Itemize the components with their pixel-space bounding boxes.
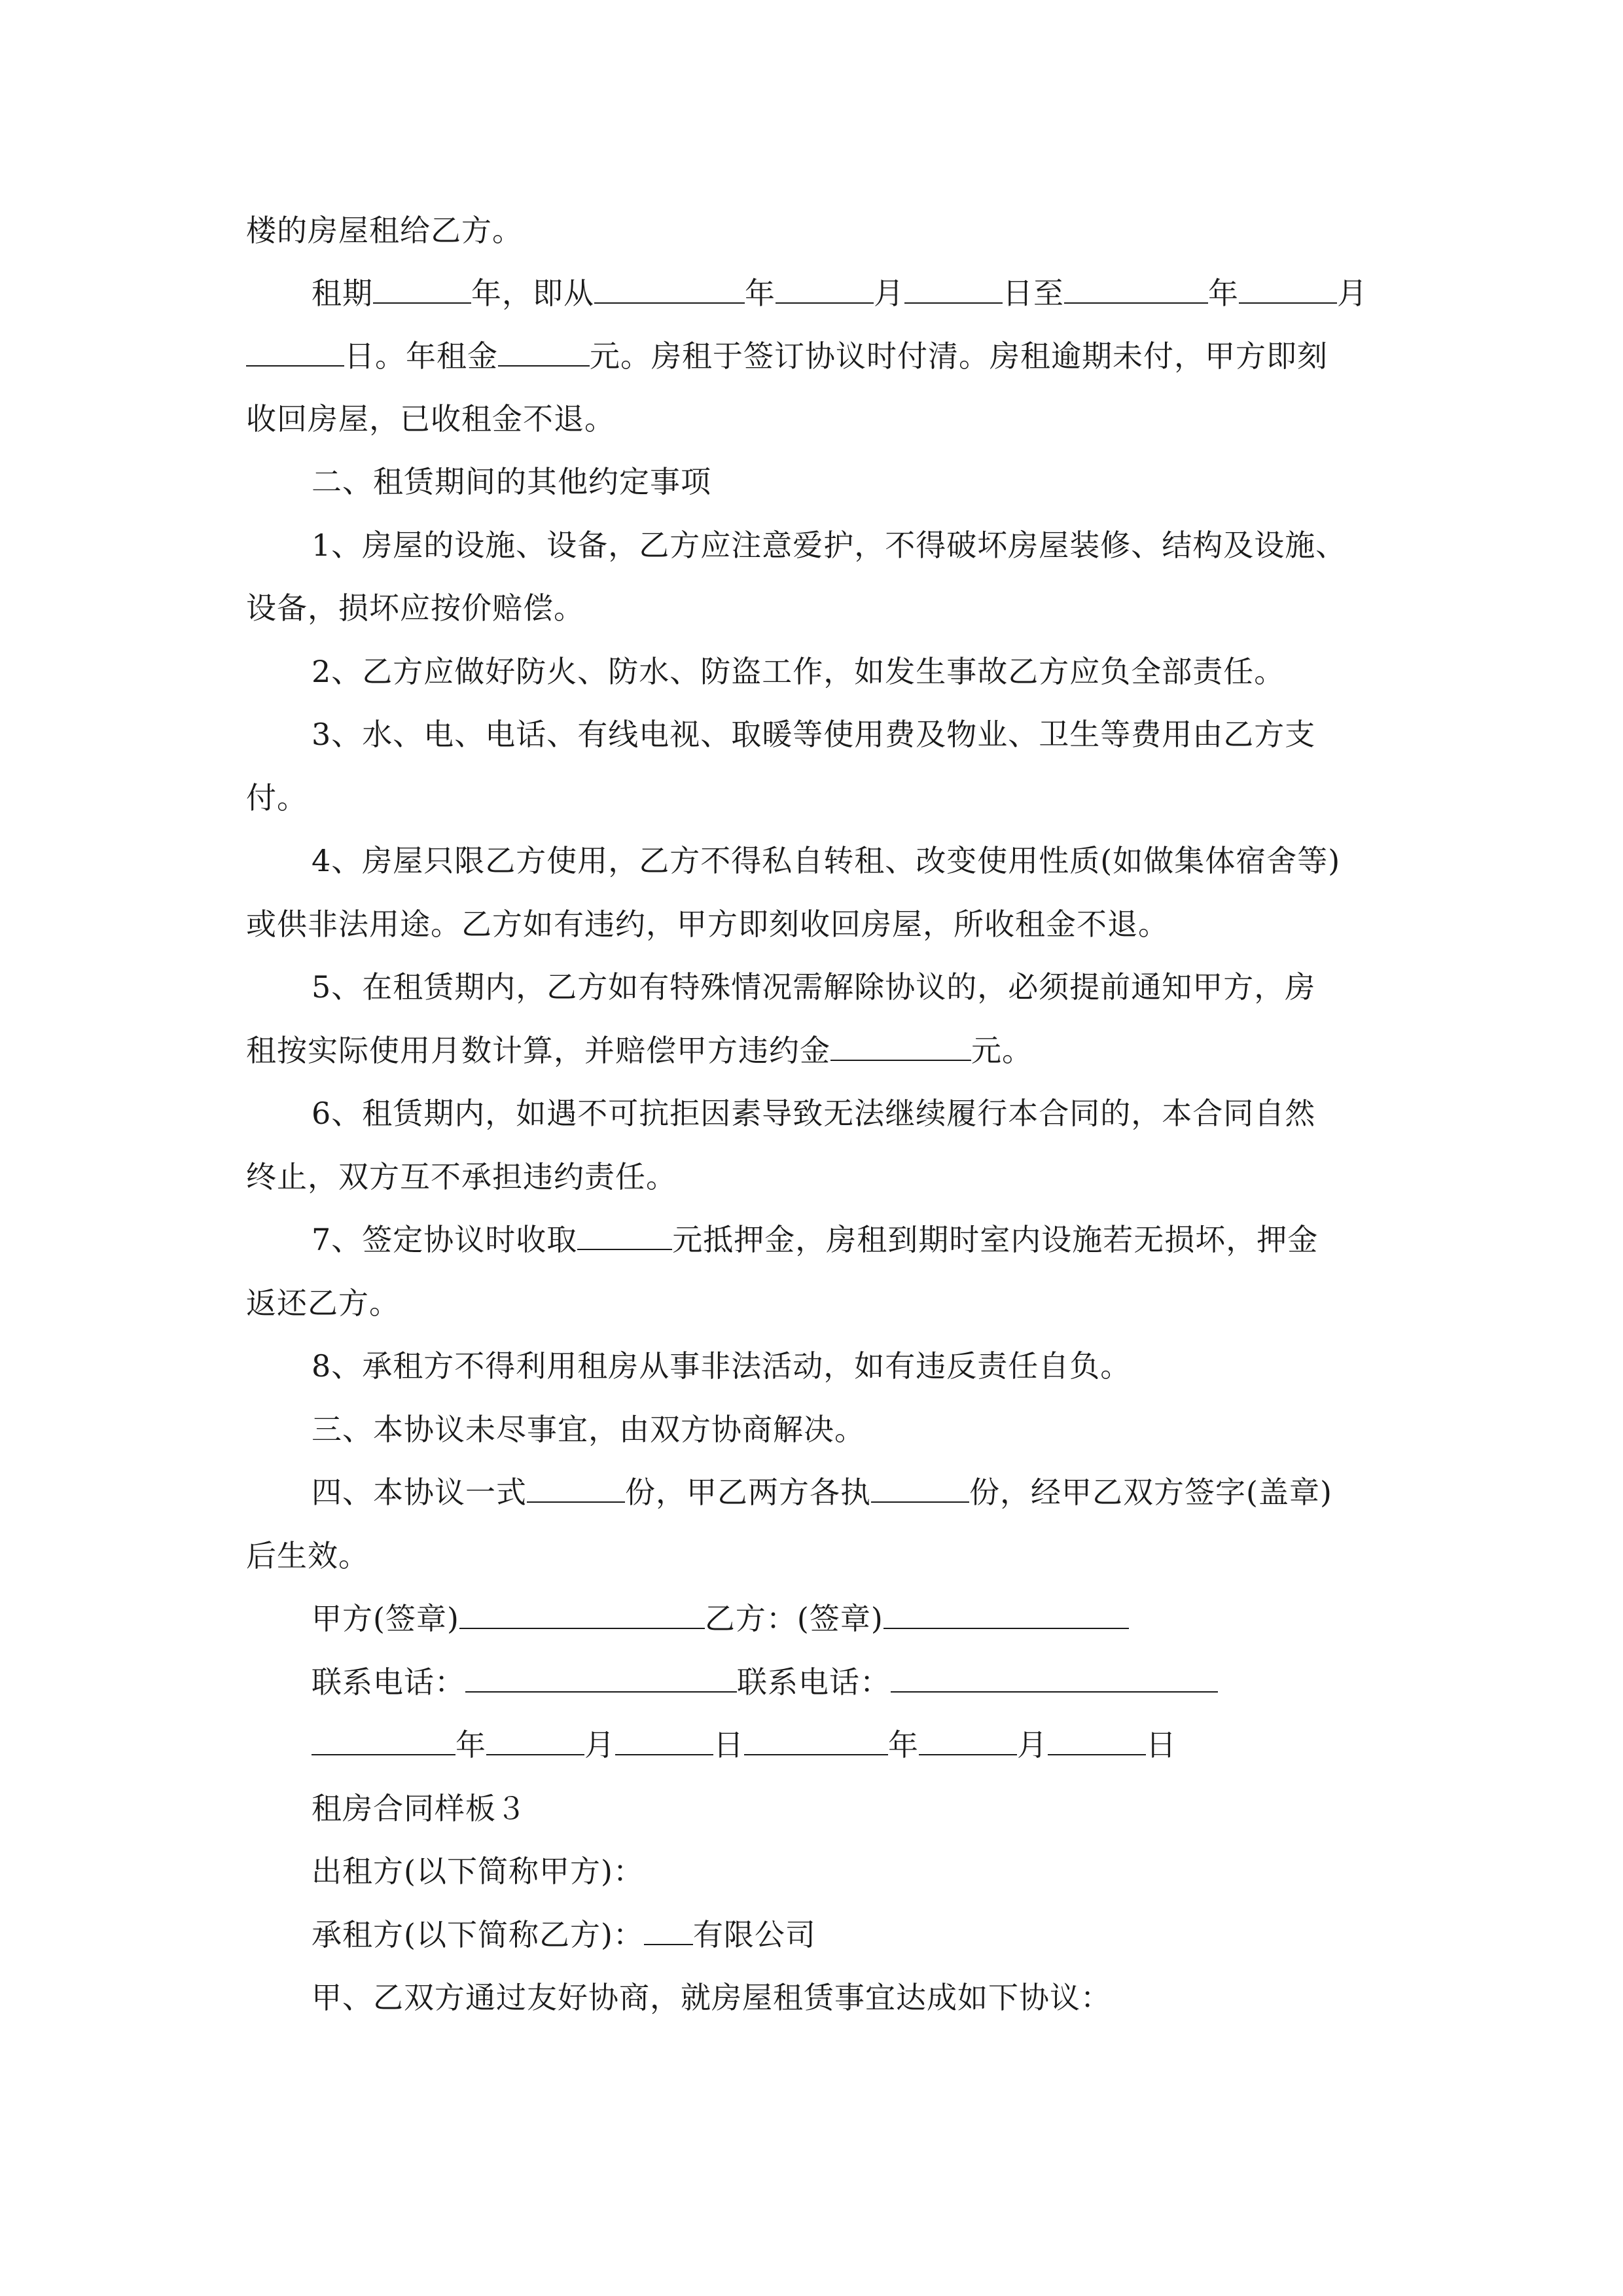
- signature-blank: [883, 1599, 1129, 1629]
- blank-field: [312, 1725, 455, 1755]
- text: 7、签定协议时收取: [312, 1222, 578, 1257]
- clause-1: [312, 526, 1463, 565]
- text: 日。年租金: [344, 338, 498, 374]
- phone-blank: [465, 1662, 737, 1693]
- blank-field: [615, 1725, 713, 1755]
- text: 年: [455, 1727, 486, 1763]
- text: 年: [1208, 276, 1239, 311]
- text: 份，经甲乙双方签字(盖章): [969, 1475, 1332, 1510]
- text: 1、房屋的设施、设备，乙方应注意爱护，不得破坏房屋装修、结构及设施、: [312, 528, 1347, 563]
- blank-field: [594, 274, 745, 304]
- text: 终止，双方互不承担违约责任。: [246, 1159, 677, 1194]
- text: 元抵押金，房租到期时室内设施若无损坏，押金: [672, 1222, 1319, 1257]
- text: 承租方(以下简称乙方)：: [312, 1917, 644, 1952]
- clause-8: [312, 1346, 1463, 1386]
- clause-2: [312, 652, 1463, 691]
- text: 甲、乙双方通过友好协商，就房屋租赁事宜达成如下协议：: [312, 1980, 1111, 2015]
- clause-5-cont: [246, 1031, 1398, 1070]
- blank-field: [871, 1473, 969, 1503]
- text: 四、本协议一式: [312, 1475, 527, 1510]
- phone-line: [312, 1662, 1463, 1702]
- date-line: [312, 1725, 1463, 1765]
- text: 年，即从: [471, 276, 594, 311]
- clause-3-cont: [246, 778, 1398, 817]
- text: 月: [874, 276, 904, 311]
- text: 返还乙方。: [246, 1285, 400, 1321]
- clause-3: [312, 715, 1463, 754]
- text: 有限公司: [692, 1917, 816, 1952]
- text: 8、承租方不得利用租房从事非法活动，如有违反责任自负。: [312, 1348, 1132, 1384]
- blank-field: [904, 274, 1003, 304]
- blank-field: [486, 1725, 584, 1755]
- text: 4、房屋只限乙方使用，乙方不得私自转租、改变使用性质(如做集体宿舍等): [312, 843, 1341, 878]
- text: 年: [888, 1727, 919, 1763]
- phone-blank: [891, 1662, 1218, 1693]
- blank-field: [1048, 1725, 1146, 1755]
- clause-6-cont: [246, 1157, 1398, 1196]
- rent-line: [246, 336, 1398, 376]
- lease-term-line: [312, 274, 1463, 313]
- text: 月: [584, 1727, 615, 1763]
- text: 日至: [1003, 276, 1064, 311]
- lessee-line: [312, 1915, 1463, 1954]
- text: 出租方(以下简称甲方)：: [312, 1854, 644, 1889]
- text: 6、租赁期内，如遇不可抗拒因素导致无法继续履行本合同的，本合同自然: [312, 1096, 1316, 1131]
- section-four-cont: [246, 1536, 1398, 1575]
- clause-6: [312, 1094, 1463, 1133]
- text: 租期: [312, 276, 373, 311]
- section-three: [312, 1410, 1463, 1449]
- blank-field: [498, 336, 590, 367]
- section-four: [312, 1473, 1463, 1512]
- text: 联系电话：: [737, 1664, 891, 1700]
- text: 日: [1146, 1727, 1177, 1763]
- clause-1-cont: [246, 588, 1398, 628]
- text: 2、乙方应做好防火、防水、防盗工作，如发生事故乙方应负全部责任。: [312, 654, 1285, 689]
- text: 联系电话：: [312, 1664, 465, 1700]
- text: 二、租赁期间的其他约定事项: [312, 464, 711, 499]
- text: 元。: [971, 1033, 1033, 1068]
- text: 年: [745, 276, 776, 311]
- text: 月: [1337, 276, 1368, 311]
- blank-field: [1239, 274, 1337, 304]
- paragraph-line: [246, 399, 1398, 439]
- section-heading: [312, 462, 1463, 501]
- clause-5: [312, 967, 1463, 1007]
- lessor-line: [312, 1852, 1463, 1891]
- blank-field: [1064, 274, 1208, 304]
- signature-line: [312, 1599, 1463, 1638]
- blank-field: [830, 1031, 971, 1061]
- blank-field: [527, 1473, 625, 1503]
- text: 收回房屋，已收租金不退。: [246, 401, 615, 437]
- text: 楼的房屋租给乙方。: [246, 213, 523, 248]
- text: 月: [1017, 1727, 1048, 1763]
- signature-blank: [459, 1599, 705, 1629]
- text: 或供非法用途。乙方如有违约，甲方即刻收回房屋，所收租金不退。: [246, 906, 1169, 942]
- text: 5、在租赁期内，乙方如有特殊情况需解除协议的，必须提前通知甲方，房: [312, 969, 1316, 1005]
- text: 3、水、电、电话、有线电视、取暖等使用费及物业、卫生等费用由乙方支: [312, 717, 1316, 752]
- text: 甲方(签章): [312, 1601, 459, 1636]
- text: 份，甲乙两方各执: [625, 1475, 871, 1510]
- blank-field: [776, 274, 874, 304]
- clause-4-cont: [246, 905, 1398, 944]
- text: 元。房租于签订协议时付清。房租逾期未付，甲方即刻: [590, 338, 1328, 374]
- text: 设备，损坏应按价赔偿。: [246, 590, 584, 626]
- blank-field: [644, 1915, 693, 1945]
- blank-field: [919, 1725, 1017, 1755]
- blank-field: [577, 1220, 672, 1250]
- text: 付。: [246, 780, 308, 816]
- text: 后生效。: [246, 1538, 369, 1573]
- blank-field: [373, 274, 471, 304]
- clause-4: [312, 841, 1463, 880]
- blank-field: [744, 1725, 888, 1755]
- text: 租按实际使用月数计算，并赔偿甲方违约金: [246, 1033, 830, 1068]
- agreement-intro: [312, 1978, 1463, 2017]
- template-title: [312, 1789, 1463, 1828]
- text: 日: [713, 1727, 744, 1763]
- clause-7: [312, 1220, 1463, 1259]
- text: 三、本协议未尽事宜，由双方协商解决。: [312, 1412, 865, 1447]
- text: 乙方：(签章): [704, 1601, 883, 1636]
- clause-7-cont: [246, 1283, 1398, 1323]
- blank-field: [246, 336, 344, 367]
- text: 租房合同样板３: [312, 1791, 527, 1826]
- paragraph-line: [246, 211, 1398, 250]
